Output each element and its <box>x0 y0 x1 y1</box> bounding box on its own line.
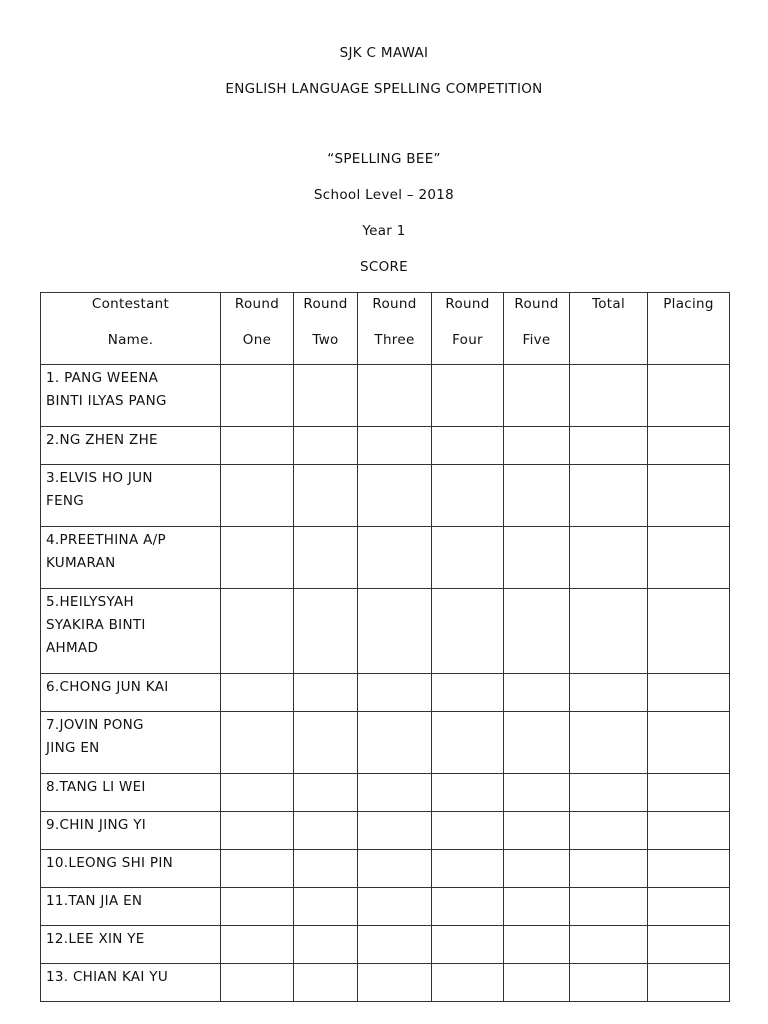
score-cell-round-four <box>432 465 504 527</box>
column-header-round-two <box>294 293 358 365</box>
score-cell-round-two <box>294 850 358 888</box>
score-table <box>40 292 730 1002</box>
score-cell-round-two <box>294 964 358 1002</box>
contestant-name-cell: 6.CHONG JUN KAI <box>41 674 221 712</box>
score-cell-round-two <box>294 712 358 774</box>
contestant-name-cell: 11.TAN JIA EN <box>41 888 221 926</box>
contestant-name-cell: 7.JOVIN PONG JING EN <box>41 712 221 774</box>
score-cell-placing <box>648 712 730 774</box>
score-cell-round-four <box>432 674 504 712</box>
table-row <box>41 527 730 589</box>
score-cell-placing <box>648 964 730 1002</box>
score-cell-total <box>570 774 648 812</box>
contestant-name-cell: 9.CHIN JING YI <box>41 812 221 850</box>
contestant-name-cell: 13. CHIAN KAI YU <box>41 964 221 1002</box>
column-header-contestant-name <box>41 293 221 365</box>
column-header-sublabel: One <box>242 332 272 348</box>
score-cell-round-five <box>504 465 570 527</box>
score-cell-round-one <box>221 674 294 712</box>
score-cell-round-three <box>358 465 432 527</box>
score-cell-round-one <box>221 365 294 427</box>
score-cell-round-four <box>432 527 504 589</box>
score-cell-round-four <box>432 712 504 774</box>
score-cell-round-three <box>358 888 432 926</box>
column-header-label: Total <box>591 296 626 312</box>
score-cell-round-two <box>294 888 358 926</box>
score-cell-total <box>570 964 648 1002</box>
score-cell-round-four <box>432 774 504 812</box>
column-header-label: Placing <box>663 296 714 312</box>
score-cell-round-two <box>294 589 358 674</box>
score-cell-round-two <box>294 812 358 850</box>
score-cell-total <box>570 589 648 674</box>
score-cell-round-two <box>294 365 358 427</box>
table-row <box>41 888 730 926</box>
table-row <box>41 365 730 427</box>
score-cell-round-two <box>294 674 358 712</box>
table-row <box>41 926 730 964</box>
score-cell-round-one <box>221 812 294 850</box>
score-cell-round-one <box>221 888 294 926</box>
score-cell-round-four <box>432 850 504 888</box>
score-cell-round-three <box>358 850 432 888</box>
column-header-sublabel: Three <box>374 332 415 348</box>
score-cell-round-four <box>432 812 504 850</box>
score-cell-total <box>570 926 648 964</box>
score-cell-round-five <box>504 888 570 926</box>
score-cell-round-four <box>432 365 504 427</box>
score-cell-round-two <box>294 465 358 527</box>
score-cell-round-two <box>294 427 358 465</box>
score-cell-round-five <box>504 527 570 589</box>
column-header-round-four <box>432 293 504 365</box>
contestant-name-cell: 2.NG ZHEN ZHE <box>41 427 221 465</box>
score-cell-round-four <box>432 427 504 465</box>
score-cell-round-one <box>221 774 294 812</box>
column-header-sublabel: Four <box>452 332 483 348</box>
column-header-placing <box>648 293 730 365</box>
score-cell-round-five <box>504 589 570 674</box>
score-cell-placing <box>648 674 730 712</box>
score-cell-placing <box>648 812 730 850</box>
score-cell-round-three <box>358 774 432 812</box>
score-cell-round-two <box>294 926 358 964</box>
score-cell-total <box>570 674 648 712</box>
score-cell-round-one <box>221 712 294 774</box>
score-cell-round-one <box>221 465 294 527</box>
score-cell-total <box>570 812 648 850</box>
column-header-label: Round <box>514 296 559 312</box>
score-cell-round-four <box>432 964 504 1002</box>
score-cell-round-one <box>221 427 294 465</box>
score-cell-round-four <box>432 926 504 964</box>
score-cell-round-one <box>221 527 294 589</box>
score-cell-round-three <box>358 926 432 964</box>
score-cell-round-one <box>221 926 294 964</box>
score-cell-round-three <box>358 589 432 674</box>
table-row <box>41 674 730 712</box>
table-header-row <box>41 293 730 365</box>
score-cell-total <box>570 888 648 926</box>
score-cell-placing <box>648 527 730 589</box>
contestant-name-cell: 1. PANG WEENA BINTI ILYAS PANG <box>41 365 221 427</box>
score-cell-round-five <box>504 712 570 774</box>
column-header-sublabel: Two <box>312 332 339 348</box>
score-cell-round-five <box>504 812 570 850</box>
score-cell-round-three <box>358 812 432 850</box>
score-cell-total <box>570 712 648 774</box>
score-cell-round-five <box>504 427 570 465</box>
school-name: SJK C MAWAI <box>339 45 429 61</box>
column-header-sublabel: Five <box>522 332 551 348</box>
score-cell-placing <box>648 465 730 527</box>
score-cell-round-five <box>504 964 570 1002</box>
contestant-name-cell: 3.ELVIS HO JUN FENG <box>41 465 221 527</box>
score-cell-round-two <box>294 527 358 589</box>
score-cell-placing <box>648 774 730 812</box>
score-cell-round-four <box>432 589 504 674</box>
table-row <box>41 712 730 774</box>
score-cell-round-three <box>358 427 432 465</box>
score-cell-placing <box>648 926 730 964</box>
column-header-label: Contestant <box>91 296 170 312</box>
contestant-name-cell: 4.PREETHINA A/P KUMARAN <box>41 527 221 589</box>
score-cell-round-five <box>504 926 570 964</box>
score-cell-round-one <box>221 589 294 674</box>
score-cell-round-five <box>504 674 570 712</box>
competition-title: ENGLISH LANGUAGE SPELLING COMPETITION <box>225 81 543 97</box>
column-header-total <box>570 293 648 365</box>
column-header-sublabel: Name. <box>107 332 154 348</box>
school-level: School Level – 2018 <box>313 187 455 203</box>
score-cell-placing <box>648 589 730 674</box>
event-title: “SPELLING BEE” <box>327 151 441 167</box>
score-cell-total <box>570 850 648 888</box>
column-header-label: Round <box>445 296 490 312</box>
contestant-name-cell: 12.LEE XIN YE <box>41 926 221 964</box>
score-cell-total <box>570 527 648 589</box>
score-cell-round-three <box>358 365 432 427</box>
score-label: SCORE <box>359 259 409 275</box>
score-cell-round-three <box>358 674 432 712</box>
score-cell-round-one <box>221 850 294 888</box>
score-cell-round-three <box>358 964 432 1002</box>
column-header-label: Round <box>303 296 348 312</box>
table-row <box>41 850 730 888</box>
year-label: Year 1 <box>362 223 406 239</box>
table-body <box>41 365 730 1002</box>
score-cell-round-five <box>504 365 570 427</box>
column-header-round-one <box>221 293 294 365</box>
score-cell-round-five <box>504 774 570 812</box>
table-row <box>41 427 730 465</box>
score-cell-round-two <box>294 774 358 812</box>
score-cell-round-three <box>358 712 432 774</box>
column-header-round-three <box>358 293 432 365</box>
contestant-name-cell: 8.TANG LI WEI <box>41 774 221 812</box>
table-row <box>41 465 730 527</box>
score-cell-total <box>570 365 648 427</box>
score-cell-placing <box>648 850 730 888</box>
score-cell-placing <box>648 365 730 427</box>
table-row <box>41 589 730 674</box>
score-cell-round-four <box>432 888 504 926</box>
score-cell-round-one <box>221 964 294 1002</box>
score-cell-round-five <box>504 850 570 888</box>
table-row <box>41 964 730 1002</box>
contestant-name-cell: 10.LEONG SHI PIN <box>41 850 221 888</box>
table-row <box>41 774 730 812</box>
score-cell-placing <box>648 427 730 465</box>
contestant-name-cell: 5.HEILYSYAH SYAKIRA BINTI AHMAD <box>41 589 221 674</box>
column-header-label: Round <box>234 296 280 312</box>
table-row <box>41 812 730 850</box>
score-cell-total <box>570 465 648 527</box>
score-cell-total <box>570 427 648 465</box>
column-header-round-five <box>504 293 570 365</box>
score-cell-round-three <box>358 527 432 589</box>
score-cell-placing <box>648 888 730 926</box>
column-header-label: Round <box>372 296 417 312</box>
